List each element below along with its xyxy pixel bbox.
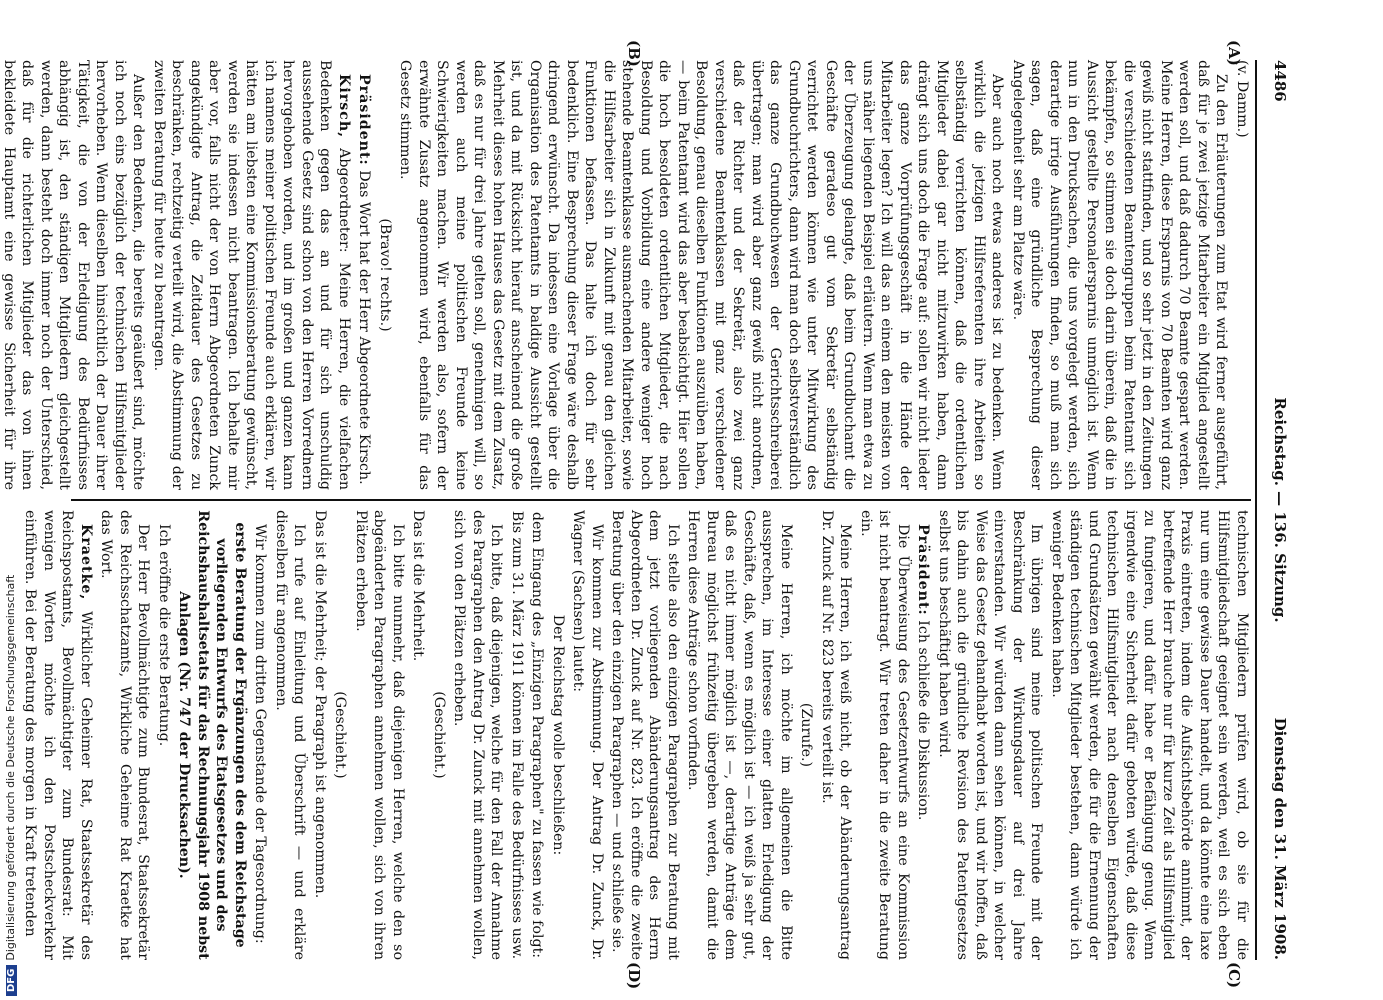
margin-marker-b: (B) xyxy=(625,40,643,67)
paragraph-text: Ich eröffne die erste Beratung. xyxy=(156,524,172,747)
paragraph-text: (Zurufe.) xyxy=(798,702,815,768)
paragraph xyxy=(331,510,350,960)
paragraph xyxy=(150,60,354,490)
speaker-name: Kraetke, xyxy=(78,524,94,601)
paragraph xyxy=(797,510,816,960)
paragraph-text: Bis zum 31. März 1911 können im Falle des Bedürfnisses usw. xyxy=(509,510,525,960)
paragraph-text: (Geschieht.) xyxy=(332,691,349,779)
paragraph xyxy=(818,510,855,960)
right-column xyxy=(22,510,1251,960)
paragraph-text: Ich bitte, daß diejenigen, welche für den Fall der Annahme des Paragraphen den Antrag Dr. Zunck mit annehmen wollen, sich von den Plätzen erheben. xyxy=(451,510,505,960)
column-divider xyxy=(71,499,1251,501)
paragraph-text: Abgeordneter: Meine Herren, die vielfachen Bedenken gegen das an und für sich unschuldig aussehende Gesetz sind schon von den Herren Vorrednern hervorgehoben worden, und im großen und ganzen kann ich namens meiner politischen Freunde auch erklären, wir hätten am liebsten eine Kommissionsberatung gewünscht, werden sie indessen nicht beantragen. Ich behalte mir aber vor, falls nicht der von Herrn Abgeordneten Zunck angekündigte Antrag, die Zeitdauer des Gesetzes zu beschränken, rechtzeitig verteilt wird, die Abstimmung der zweiten Beratung für heute zu beantragen. xyxy=(151,60,352,490)
paragraph-text: (Bravo! rechts.) xyxy=(377,218,393,332)
paragraph-text: Ich stelle also den einzigen Paragraphen zur Beratung mit dem jetzt vorliegenden Abänderungsantrag des Herrn Abgeordneten Dr. Zunck auf Nr. 823. Ich eröffne die zweite Beratung über den einzigen Paragraphen — und schließe sie. xyxy=(609,510,681,960)
paragraph-text: Im übrigen sind meine politischen Freunde mit der Beschränkung der Wirkungsdauer auf drei Jahre einverstanden. Wir würden dann sehen können, in welcher Weise das Gesetz gehandhabt worden ist, und wir hoffen, daß bis dahin auch die gründliche Revision des Patentgesetzes selbst uns beschäftigt haben wird. xyxy=(936,510,1045,960)
paragraph-text: erste Beratung der Ergänzungen des dem Reichstage vorliegenden Entwurfs des Etatsgesetzes und des Reichshaushaltsetats für das Rechnungsjahr 1908 nebst Anlagen (Nr. 747 der Drucksachen). xyxy=(176,510,248,960)
paragraph xyxy=(857,510,913,960)
paragraph xyxy=(97,510,153,960)
header-date: Dienstag den 31. März 1908. xyxy=(1271,717,1289,960)
paragraph xyxy=(21,510,95,960)
paragraph-text: Wirklicher Geheimer Rat, Staatssekretär des Reichspostamts, Bevollmächtigter zum Bundesrat: Mit wenigen Worten möchte ich den Postscheckverkehr einführen. Bei der Beratung des morgen in Kraft tretenden xyxy=(22,510,94,960)
speaker-name: Kirsch, xyxy=(336,74,352,139)
paragraph xyxy=(684,510,795,960)
paragraph xyxy=(1048,510,1252,960)
margin-marker-d: (D) xyxy=(625,962,643,990)
running-header xyxy=(1257,60,1297,960)
paragraph-text: (Geschieht.) xyxy=(431,691,447,779)
paragraph xyxy=(175,510,249,960)
paragraph xyxy=(528,510,547,960)
paragraph xyxy=(251,510,270,960)
paragraph xyxy=(155,510,174,960)
margin-marker-c: (C) xyxy=(1225,962,1243,989)
paragraph xyxy=(409,510,428,960)
paragraph-text: Das ist die Mehrheit. xyxy=(410,510,427,662)
paragraph-text: Das ist die Mehrheit; der Paragraph ist angenommen. xyxy=(312,510,328,899)
left-column xyxy=(1,60,1251,490)
paragraph xyxy=(914,510,933,960)
paragraph-text: Der Reichstag wolle beschließen: xyxy=(550,614,566,856)
paragraph xyxy=(569,510,606,960)
paragraph-text: dem Eingang des „Einzigen Paragraphen" zu fassen wie folgt: xyxy=(529,511,546,959)
paragraph-text: Aber auch noch etwas anderes ist zu bedenken. Wenn wirklich die jetzigen Hilfsreferenten ihre Arbeiten so selbständig verrichten können, daß die ordentlichen Mitglieder dabei gar nicht mitzuwirken haben, dann drängt sich uns doch die Frage auf: sollen wir nicht lieder das ganze Vorprüfungsgeschäft in die Hände der Mitarbeiter legen? Ich will das an einem den meisten von uns näher liegenden Beispiel erläutern. Wenn man etwa zu der Überzeugung gelangte, daß beim Grundbuchamt die Geschäfte geradeso gut vom Sekretär selbständig verrichtet werden können wie unter Mitwirkung des Grundbuchrichters, dann wird man doch selbstverständlich das ganze Grundbuchwesen der Gerichtsschreiberei übertragen; man wird aber ganz gewiß nicht anordnen, daß der Richter und der Sekretär, also zwei ganz verschiedene Beamtenklassen mit ganz verschiedener Besoldung, genau dieselben Funktionen auszuüben haben, — beim Patentamt wird das aber beabsichtigt. Hier sollen die hoch besoldeten ordentlichen Mitglieder, die nach Besoldung und Vorbildung eine andere weniger hoch stehende Beamtenklasse ausmachenden Mitarbeiter, sowie die Hilfsarbeiter sich in Zukunft mit genau den gleichen Funktionen befassen. Das halte ich doch für sehr bedenklich. Eine Besprechung dieser Frage wäre deshalb dringend erwünscht. Da indessen eine Vorlage über die Organisation des Patentamts in baldige Aussicht gestellt ist, und da mit Rücksicht hierauf anscheinend die große Mehrheit dieses hohen Hauses das Gesetz mit dem Zusatz, daß es nur für drei Jahre gelten soll, genehmigen will, so werden auch meine politischen Freunde keine Schwierigkeiten machen. Wir werden also, sofern der erwähnte Zusatz angenommen wird, ebenfalls für das Gesetz stimmen. xyxy=(397,60,1006,490)
paragraph xyxy=(355,60,374,490)
header-rule xyxy=(1255,60,1257,960)
digitization-credit xyxy=(4,436,22,996)
paragraph-text: Ich bitte nunmehr, daß diejenigen Herren, welche den so abgeänderten Paragraphen annehmen wollen, sich von ihren Plätzen erheben. xyxy=(353,510,406,960)
paragraph-text: Das Wort hat der Herr Abgeordnete Kirsch. xyxy=(356,165,373,485)
paragraph-text: Der Herr Bevollmächtigte zum Bundesrat, Staatssekretär des Reichsschatzamts, Wirkliche Geheime Rat Kraetke hat das Wort. xyxy=(98,510,152,960)
paragraph-text: Meine Herren, ich möchte im allgemeinen die Bitte aussprechen, im Interesse einer glatten Erledigung der Geschäfte, daß, wenn es möglich ist — ich weiß ja sehr gut, daß es nicht immer möglich ist —, derartige Anträge dem Bureau möglichst frühzeitig übergeben werden, damit die Herren diese Anträge schon vorfinden. xyxy=(685,510,794,960)
speaker-name: Präsident: xyxy=(915,524,932,616)
speaker-name: Präsident: xyxy=(356,74,373,166)
paragraph-text: Ich rufe auf Einleitung und Überschrift — und erkläre dieselben für angenommen. xyxy=(273,510,308,960)
paragraph xyxy=(352,510,408,960)
paragraph-text: Außer den Bedenken, die bereits geäußert sind, möchte ich noch eins bezüglich der technischen Hilfsmitglieder hervorheben. Wenn dieselben hinsichtlich der Dauer ihrer Tätigkeit, die von der Erledigung des Bedürfnisses abhängig ist, den ständigen Mitgliedern gleichgestellt werden, dann besteht doch immer noch der Unterschied, daß für die richterlichen Mitglieder das von ihnen bekleidete Hauptamt eine gewisse Sicherheit für ihre xyxy=(1,60,147,490)
paragraph xyxy=(430,510,449,960)
paragraph xyxy=(549,510,568,960)
paragraph xyxy=(450,510,506,960)
page-number: 4486 xyxy=(1271,60,1289,102)
paragraph-text: technischen Mitgliedern prüfen wird, ob sie für die Hilfsmitgliedschaft geeignet sein werden, weil es sich eben nur um eine gewisse Dauer handelt, und da könnte eine laxe Praxis eintreten, indem die Aufsichtsbehörde annimmt, der betreffende Herr brauche nur für kurze Zeit als Hilfsmitglied zu fungieren, und dafür habe er Befähigung genug. Wenn irgendwie eine Sicherheit dafür geboten würde, daß diese technischen Hilfsmitglieder nach denselben Eigenschaften und Grundsätzen gewählt werden, die für die Ernennung der ständigen technischen Mitglieder bestehen, dann würde ich weniger Bedenken haben. xyxy=(1049,510,1250,960)
paragraph xyxy=(935,510,1046,960)
paragraph-text: Ich schließe die Diskussion. xyxy=(915,615,932,821)
paragraph xyxy=(0,60,148,490)
paragraph-text: Wir kommen zur Abstimmung. Der Antrag Dr. Zunck, Dr. Wagner (Sachsen) lautet: xyxy=(570,510,605,960)
dfg-logo: DFG xyxy=(6,965,17,996)
paragraph xyxy=(396,60,1007,490)
credit-text: Digitalisierung gefördert durch die Deutsche Forschungsgemeinschaft xyxy=(4,574,17,961)
paragraph-text: Wir kommen zum dritten Gegenstande der Tagesordnung: xyxy=(252,524,269,944)
paragraph xyxy=(311,510,330,960)
paragraph xyxy=(1009,60,1231,490)
paragraph-text: Meine Herren, ich weiß nicht, ob der Abänderungsantrag Dr. Zunck auf Nr. 823 bereits verteilt ist. xyxy=(819,510,854,960)
paragraph-text: Zu den Erläuterungen zum Etat wird ferner ausgeführt, daß für je zwei jetzige Mitarbeiter ein Mitglied angestellt werden soll, und daß dadurch 70 Beamte gespart werden. Meine Herren, diese Ersparnis von 70 Beamten wird ganz gewiß nicht stattfinden, und so sehr jetzt in den Zeitungen die verschiedenen Beamtengruppen beim Patentamt sich bekämpfen, so stimmen sie doch darin überein, daß die in Aussicht gestellte Personalersparnis unmöglich ist. Wenn nun in den Drucksachen, die uns vorgelegt werden, sich derartige irrige Ausführungen finden, so muß man sich sagen, daß eine gründliche Besprechung dieser Angelegenheit sehr am Platze wäre. xyxy=(1010,60,1230,490)
paragraph xyxy=(272,510,309,960)
paragraph-text: (v. Damm.) xyxy=(1234,60,1250,138)
paragraph-text: Die Überweisung des Gesetzentwurfs an eine Kommission ist nicht beantragt. Wir treten daher in die zweite Beratung ein. xyxy=(858,510,911,960)
header-title: Reichstag. — 136. Sitzung. xyxy=(1271,397,1289,623)
margin-marker-a: (A) xyxy=(1225,40,1243,66)
paragraph xyxy=(1233,60,1252,490)
paragraph xyxy=(508,510,527,960)
paragraph xyxy=(608,510,682,960)
paragraph xyxy=(376,60,395,490)
